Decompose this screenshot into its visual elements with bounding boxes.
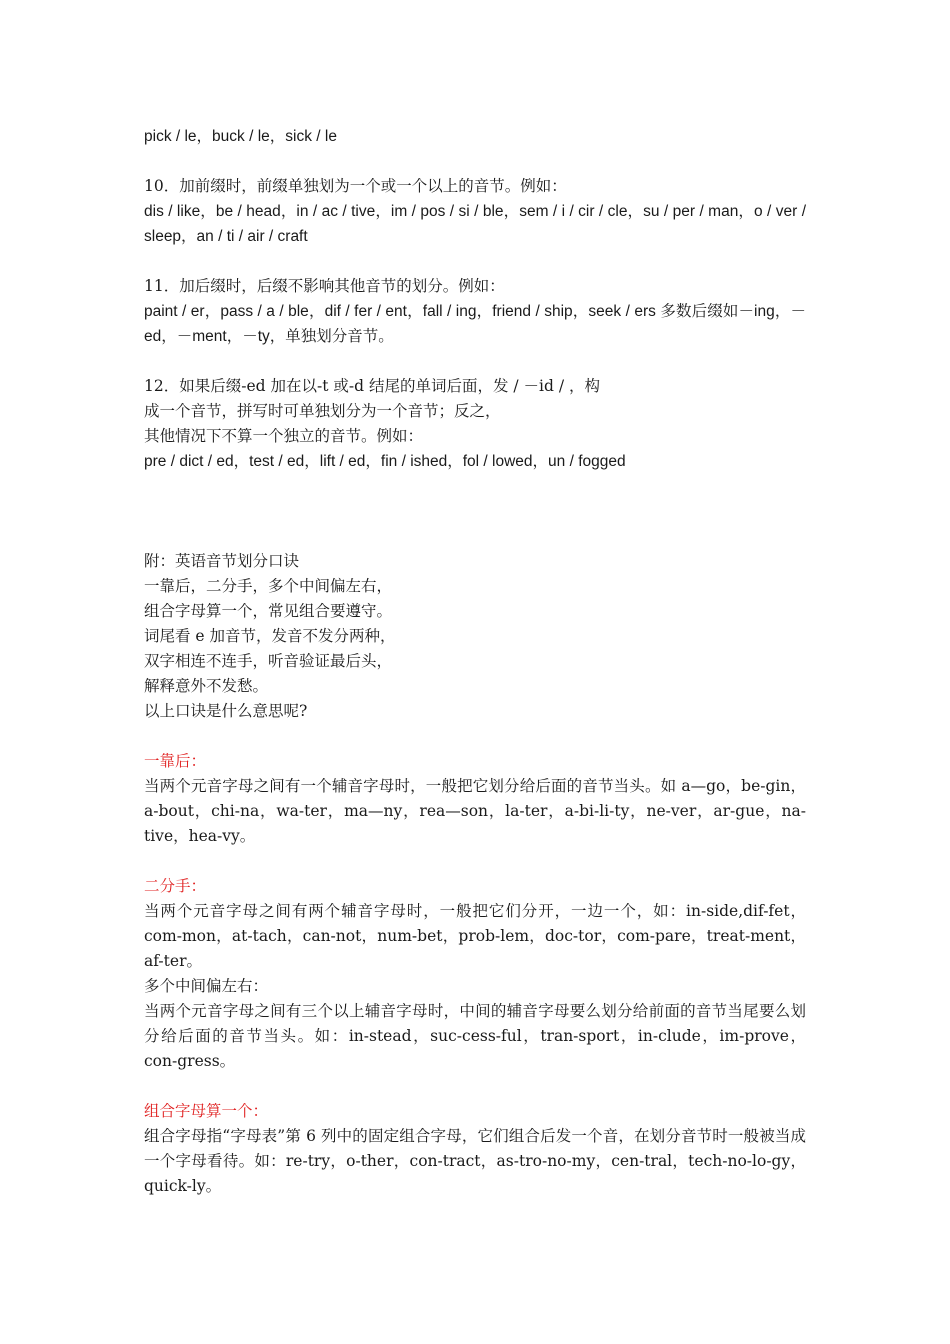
rule-10-heading: 10．加前缀时，前缀单独划为一个或一个以上的音节。例如： <box>144 177 567 195</box>
rhyme-title: 附：英语音节划分口诀 <box>144 552 300 570</box>
section-text-kaohou: 当两个元音字母之间有一个辅音字母时，一般把它划分给后面的音节当头。如 a—go，be-gin，a-bout，chi-na，wa-ter，ma—ny，rea—son，la-ter，a-bi-li-ty，ne-ver，ar-gue，na-tive，hea-vy。 <box>144 777 806 845</box>
rule-12-line-2: 成一个音节，拼写时可单独划分为一个音节；反之， <box>144 402 501 420</box>
rule-11-examples: paint / er，pass / a / ble，dif / fer / ent，fall / ing，friend / ship，seek / ers 多数后缀如－ing，－ed，－ment，－ty，单独划分音节。 <box>144 303 806 345</box>
section-subheading-pianzuoyou: 多个中间偏左右： <box>144 977 269 995</box>
syllable-example-line: pick / le，buck / le，sick / le <box>144 128 337 145</box>
section-text-fenshou: 当两个元音字母之间有两个辅音字母时，一般把它们分开，一边一个，如：in-side,dif-fet，com-mon，at-tach，can-not，num-bet，prob-lem，doc-tor，com-pare，treat-ment，af-ter。 <box>144 902 806 970</box>
rhyme-line: 双字相连不连手，听音验证最后头， <box>144 652 393 670</box>
rule-11-heading: 11．加后缀时，后缀不影响其他音节的划分。例如： <box>144 277 505 295</box>
rhyme-line: 解释意外不发愁。 <box>144 677 269 695</box>
rule-12-examples: pre / dict / ed，test / ed，lift / ed，fin / ished，fol / lowed，un / fogged <box>144 453 626 470</box>
section-heading-fenshou: 二分手： <box>144 877 207 895</box>
section-heading-zuhe: 组合字母算一个： <box>144 1102 269 1120</box>
document-body <box>144 124 806 1199</box>
rule-10-examples: dis / like，be / head，in / ac / tive，im / pos / si / ble，sem / i / cir / cle，su / per / man，o / ver / sleep，an / ti / air / craft <box>144 203 806 245</box>
section-text-pianzuoyou: 当两个元音字母之间有三个以上辅音字母时，中间的辅音字母要么划分给前面的音节当尾要么划分给后面的音节当头。如：in-stead，suc-cess-ful，tran-sport，in-clude，im-prove，con-gress。 <box>144 1002 806 1070</box>
rule-12-line-3: 其他情况下不算一个独立的音节。例如： <box>144 427 424 445</box>
section-text-zuhe: 组合字母指“字母表”第 6 列中的固定组合字母，它们组合后发一个音，在划分音节时一般被当成一个字母看待。如：re-try，o-ther，con-tract，as-tro-no-my，cen-tral，tech-no-lo-gy，quick-ly。 <box>144 1127 806 1195</box>
rule-12-line-1: 12．如果后缀-ed 加在以-t 或-d 结尾的单词后面，发 / －id / ，构 <box>144 377 600 395</box>
section-heading-kaohou: 一靠后： <box>144 752 207 770</box>
rhyme-question: 以上口诀是什么意思呢? <box>144 702 308 720</box>
rhyme-line: 词尾看 e 加音节，发音不发分两种， <box>144 627 396 645</box>
rhyme-line: 一靠后，二分手，多个中间偏左右， <box>144 577 393 595</box>
rhyme-line: 组合字母算一个，常见组合要遵守。 <box>144 602 393 620</box>
